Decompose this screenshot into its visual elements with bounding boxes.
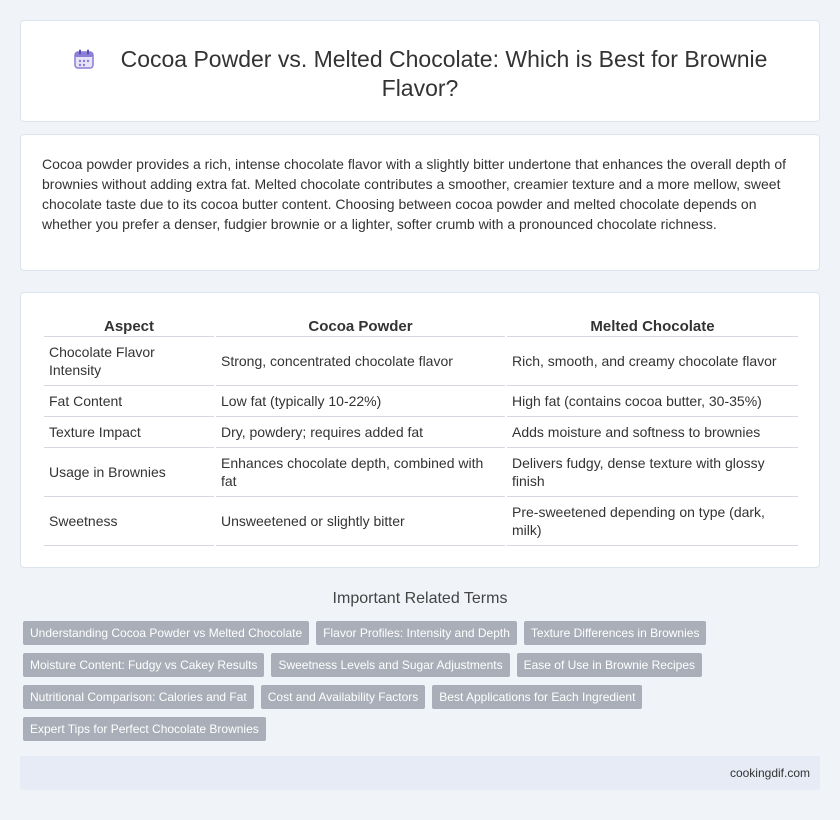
table-cell: Fat Content xyxy=(44,386,214,417)
table-cell: Enhances chocolate depth, combined with fat xyxy=(216,448,505,497)
related-term-tag[interactable]: Sweetness Levels and Sugar Adjustments xyxy=(271,653,509,677)
footer-site-name[interactable]: cookingdif.com xyxy=(729,766,810,780)
intro-card xyxy=(20,134,820,271)
related-term-tag[interactable]: Expert Tips for Perfect Chocolate Brownies xyxy=(23,717,266,741)
related-terms-tags xyxy=(23,621,783,741)
table-row xyxy=(44,448,798,497)
comparison-table xyxy=(42,315,800,546)
table-cell: Dry, powdery; requires added fat xyxy=(216,417,505,448)
related-term-tag[interactable]: Moisture Content: Fudgy vs Cakey Results xyxy=(23,653,264,677)
table-row xyxy=(44,337,798,386)
column-header-cocoa-powder: Cocoa Powder xyxy=(216,315,505,337)
table-header-row xyxy=(44,315,798,337)
table-cell: Texture Impact xyxy=(44,417,214,448)
table-row xyxy=(44,417,798,448)
table-cell: Chocolate Flavor Intensity xyxy=(44,337,214,386)
page-title-text: Cocoa Powder vs. Melted Chocolate: Which is Best for Brownie Flavor? xyxy=(120,46,768,101)
related-terms-heading: Important Related Terms xyxy=(332,590,508,607)
table-cell: Strong, concentrated chocolate flavor xyxy=(216,337,505,386)
table-cell: Sweetness xyxy=(44,497,214,546)
title-card xyxy=(20,20,820,122)
table-cell: Usage in Brownies xyxy=(44,448,214,497)
table-cell: Delivers fudgy, dense texture with glossy finish xyxy=(507,448,798,497)
table-row xyxy=(44,386,798,417)
table-cell: High fat (contains cocoa butter, 30-35%) xyxy=(507,386,798,417)
related-term-tag[interactable]: Nutritional Comparison: Calories and Fat xyxy=(23,685,254,709)
title-wrap xyxy=(61,45,779,103)
footer xyxy=(20,756,820,790)
related-term-tag[interactable]: Texture Differences in Brownies xyxy=(524,621,707,645)
related-term-tag[interactable]: Cost and Availability Factors xyxy=(261,685,426,709)
comparison-card xyxy=(20,292,820,568)
column-header-melted-chocolate: Melted Chocolate xyxy=(507,315,798,337)
table-cell: Unsweetened or slightly bitter xyxy=(216,497,505,546)
table-row xyxy=(44,497,798,546)
page-title xyxy=(61,45,779,103)
intro-paragraph: Cocoa powder provides a rich, intense chocolate flavor with a slightly bitter undertone that enhances the overall depth of brownies without adding extra fat. Melted chocolate contributes a smoother, creamier texture and a more mellow, sweet chocolate taste due to its cocoa butter content. Choosing between cocoa powder and melted chocolate depends on whether you prefer a denser, fudgier brownie or a lighter, softer crumb with a pronounced chocolate richness. xyxy=(42,156,786,232)
table-cell: Rich, smooth, and creamy chocolate flavor xyxy=(507,337,798,386)
table-cell: Low fat (typically 10-22%) xyxy=(216,386,505,417)
related-term-tag[interactable]: Flavor Profiles: Intensity and Depth xyxy=(316,621,517,645)
column-header-aspect: Aspect xyxy=(44,315,214,337)
related-term-tag[interactable]: Ease of Use in Brownie Recipes xyxy=(517,653,702,677)
table-cell: Adds moisture and softness to brownies xyxy=(507,417,798,448)
calendar-icon xyxy=(73,48,95,70)
related-term-tag[interactable]: Understanding Cocoa Powder vs Melted Chocolate xyxy=(23,621,309,645)
related-term-tag[interactable]: Best Applications for Each Ingredient xyxy=(432,685,642,709)
table-cell: Pre-sweetened depending on type (dark, milk) xyxy=(507,497,798,546)
